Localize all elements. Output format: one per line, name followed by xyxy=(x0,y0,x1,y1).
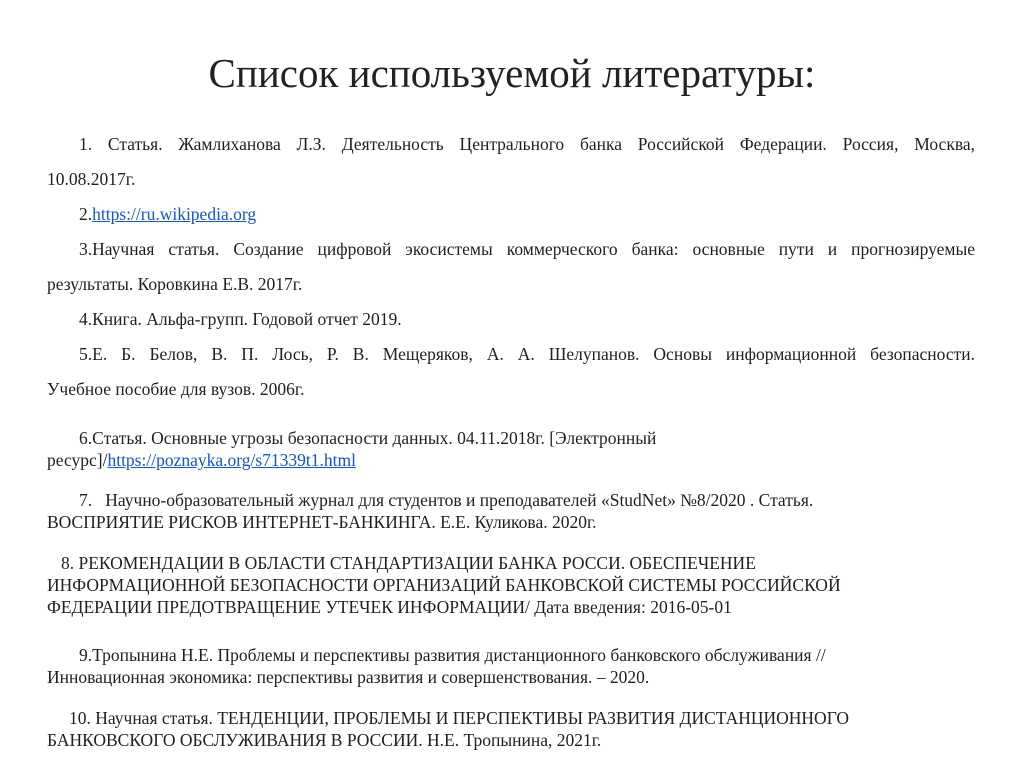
reference-5-line-1: 5.Е. Б. Белов, В. П. Лось, Р. В. Мещеряков, А. А. Шелупанов. Основы информационной безопасности. xyxy=(79,344,975,364)
reference-3-line-2: результаты. Коровкина Е.В. 2017г. xyxy=(47,274,303,294)
reference-5-line-2: Учебное пособие для вузов. 2006г. xyxy=(47,379,305,399)
reference-9-line-1: 9.Тропынина Н.Е. Проблемы и перспективы развития дистанционного банковского обслуживания // xyxy=(79,645,826,665)
reference-2 xyxy=(47,197,975,232)
reference-10-line-2: БАНКОВСКОГО ОБСЛУЖИВАНИЯ В РОССИИ. Н.Е. Тропынина, 2021г. xyxy=(47,730,602,750)
reference-8 xyxy=(47,552,975,618)
reference-10 xyxy=(47,707,975,751)
reference-7 xyxy=(47,489,975,533)
reference-7-line-2: ВОСПРИЯТИЕ РИСКОВ ИНТЕРНЕТ-БАНКИНГА. Е.Е. Куликова. 2020г. xyxy=(47,512,597,532)
reference-8-line-2: ИНФОРМАЦИОННОЙ БЕЗОПАСНОСТИ ОРГАНИЗАЦИЙ БАНКОВСКОЙ СИСТЕМЫ РОССИЙСКОЙ xyxy=(47,575,841,595)
reference-6-line-2 xyxy=(47,449,975,471)
reference-9 xyxy=(47,644,975,688)
reference-3-line-1: 3.Научная статья. Создание цифровой экосистемы коммерческого банка: основные пути и прогнозируемые xyxy=(79,239,975,259)
reference-8-line-3: ФЕДЕРАЦИИ ПРЕДОТВРАЩЕНИЕ УТЕЧЕК ИНФОРМАЦИИ/ Дата введения: 2016-05-01 xyxy=(47,597,732,617)
reference-6 xyxy=(47,427,975,471)
reference-4-line: 4.Книга. Альфа-групп. Годовой отчет 2019. xyxy=(79,309,402,329)
reference-6-line-1: 6.Статья. Основные угрозы безопасности данных. 04.11.2018г. [Электронный xyxy=(79,428,657,448)
reference-6-prefix: ресурс]/ xyxy=(47,450,108,470)
reference-4 xyxy=(47,302,975,337)
reference-1 xyxy=(47,127,975,197)
reference-3 xyxy=(47,232,975,302)
page-title: Список используемой литературы: xyxy=(208,50,816,96)
reference-2-link[interactable]: https://ru.wikipedia.org xyxy=(92,204,257,224)
reference-6-link[interactable]: https://poznayka.org/s71339t1.html xyxy=(107,450,357,470)
reference-9-line-2: Инновационная экономика: перспективы развития и совершенствования. – 2020. xyxy=(47,667,650,687)
reference-1-line-1: 1. Статья. Жамлиханова Л.З. Деятельность Центрального банка Российской Федерации. Россия, Москва, xyxy=(79,134,975,154)
reference-2-line xyxy=(47,197,975,232)
reference-7-line-1: 7. Научно-образовательный журнал для студентов и преподавателей «StudNet» №8/2020 . Статья. xyxy=(79,490,814,510)
reference-8-line-1: 8. РЕКОМЕНДАЦИИ В ОБЛАСТИ СТАНДАРТИЗАЦИИ БАНКА РОССИ. ОБЕСПЕЧЕНИЕ xyxy=(61,553,756,573)
reference-1-line-2: 10.08.2017г. xyxy=(47,169,136,189)
reference-5 xyxy=(47,337,975,407)
reference-2-prefix: 2. xyxy=(79,204,93,224)
reference-10-line-1: 10. Научная статья. ТЕНДЕНЦИИ, ПРОБЛЕМЫ И ПЕРСПЕКТИВЫ РАЗВИТИЯ ДИСТАНЦИОННОГО xyxy=(69,708,850,728)
